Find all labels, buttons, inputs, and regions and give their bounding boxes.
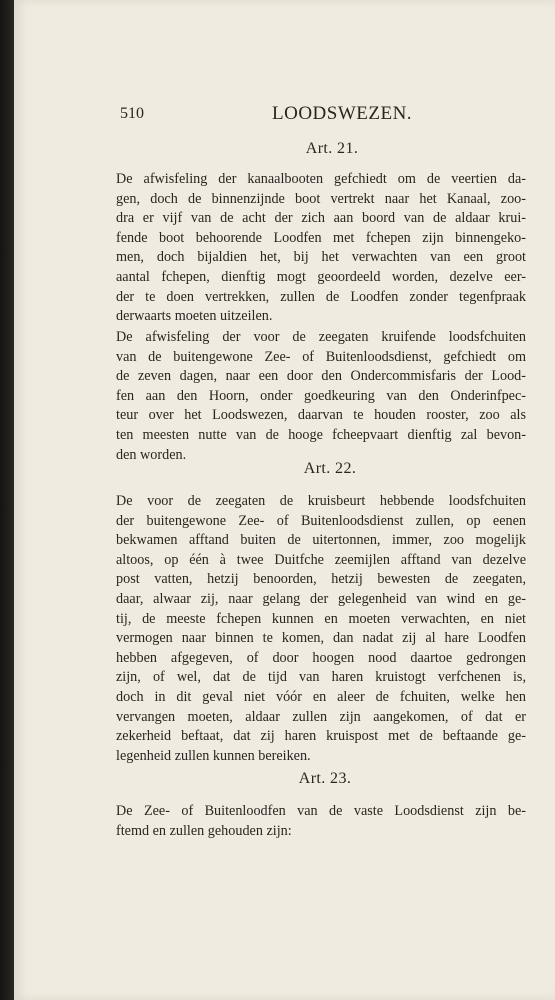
paragraph-art21-1 bbox=[116, 170, 526, 327]
text-line: der buitengewone Zee- of Buitenloodsdienst zullen, op eenen bbox=[116, 512, 526, 529]
page-number: 510 bbox=[120, 105, 144, 122]
paragraph-art22 bbox=[116, 492, 526, 766]
running-header bbox=[120, 103, 535, 129]
text-line: bekwamen afftand buiten de uitertonnen, immer, zoo mogelijk bbox=[116, 532, 526, 549]
text-line: derwaarts moeten uitzeilen. bbox=[116, 308, 273, 325]
text-line: hebben afgegeven, of door hoogen nood daartoe gedrongen bbox=[116, 649, 526, 666]
text-line: men, doch bijaldien het, bij het verwachten van een groot bbox=[116, 249, 526, 266]
text-line: vervangen moeten, aldaar zullen zijn aangekomen, of dat er bbox=[116, 708, 526, 725]
text-line: doch in dit geval niet vóór en aleer de fchuiten, welke hen bbox=[116, 688, 526, 705]
text-line: post vatten, hetzij benoorden, hetzij bewesten de zeegaten, bbox=[116, 571, 526, 588]
paragraph-art21-2 bbox=[116, 328, 526, 465]
text-line: de zeven dagen, naar een door den Ondercommisfaris der Lood- bbox=[116, 368, 526, 385]
text-line: aantal fchepen, dienftig mogt geoordeeld worden, dezelve eer- bbox=[116, 268, 526, 285]
article-heading-23: Art. 23. bbox=[298, 770, 352, 787]
text-line: fen aan den Hoorn, onder goedkeuring van den Onderinfpec- bbox=[116, 387, 526, 404]
text-line: vermogen naar binnen te komen, dan nadat zij al hare Loodfen bbox=[116, 630, 526, 647]
text-line: legenheid zullen kunnen bereiken. bbox=[116, 747, 311, 764]
paragraph-art23 bbox=[116, 802, 526, 841]
text-line: teur over het Loodswezen, daarvan te houden rooster, zoo als bbox=[116, 407, 526, 424]
text-line: ftemd en zullen gehouden zijn: bbox=[116, 822, 292, 839]
scan-border bbox=[0, 0, 14, 1000]
text-line: fende boot behoorende Loodfen met fchepen zijn binnengeko- bbox=[116, 229, 526, 246]
text-line: gen, doch de binnenzijnde boot vertrekt naar het Kanaal, zoo- bbox=[116, 190, 526, 207]
text-line: den worden. bbox=[116, 446, 187, 463]
text-line: tij, de meeste fchepen kunnen en moeten verwachten, en niet bbox=[116, 610, 526, 627]
text-line: De afwisfeling der voor de zeegaten kruifende loodsfchuiten bbox=[116, 329, 526, 345]
text-line: ten meesten nutte van de hooge fcheepvaart dienftig zal bevon- bbox=[116, 426, 526, 443]
article-heading-21: Art. 21. bbox=[305, 140, 359, 157]
running-title: LOODSWEZEN. bbox=[272, 103, 413, 124]
text-line: De Zee- of Buitenloodfen van de vaste Loodsdienst zijn be- bbox=[116, 803, 526, 819]
article-heading-22: Art. 22. bbox=[303, 460, 357, 477]
text-line: der te doen vertrekken, zullen de Loodfen zonder tegenfpraak bbox=[116, 288, 526, 305]
text-line: De afwisfeling der kanaalbooten gefchiedt om de veertien da- bbox=[116, 171, 526, 187]
text-line: zijn, of wel, dat de tijd van haren kruistogt verfchenen is, bbox=[116, 669, 526, 686]
text-line: De voor de zeegaten de kruisbeurt hebbende loodsfchuiten bbox=[116, 493, 526, 509]
text-line: dra er vijf van de acht der zich aan boord van de aldaar krui- bbox=[116, 210, 526, 227]
text-line: zekerheid beftaat, dat zij haren kruispost met de beftaande ge- bbox=[116, 728, 526, 745]
text-line: altoos, op één à twee Duitfche zeemijlen afftand van dezelve bbox=[116, 551, 526, 568]
text-line: daar, alwaar zij, naar gelang der gelegenheid van wind en ge- bbox=[116, 590, 526, 607]
text-line: van de buitengewone Zee- of Buitenloodsdienst, gefchiedt om bbox=[116, 348, 526, 365]
